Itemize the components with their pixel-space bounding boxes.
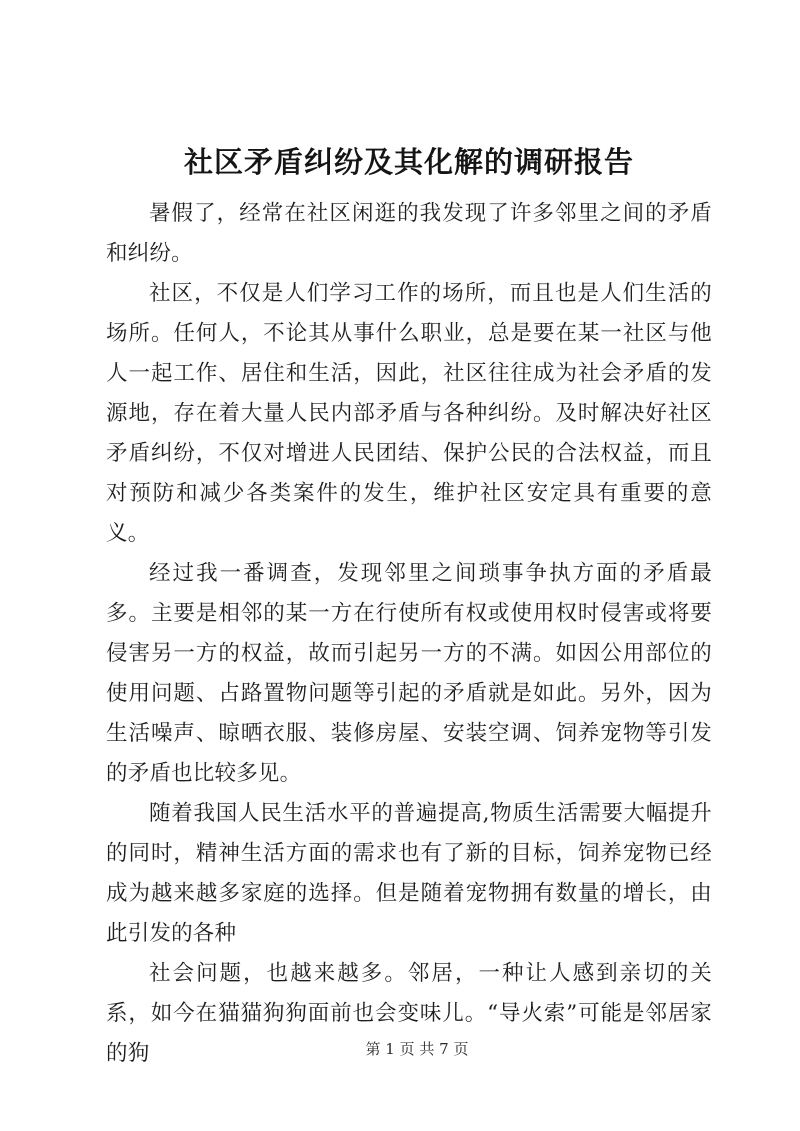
document-title: 社区矛盾纠纷及其化解的调研报告	[183, 145, 634, 179]
page-footer	[0, 1038, 800, 1060]
document-content	[106, 146, 712, 1074]
paragraph-3: 经过我一番调查，发现邻里之间琐事争执方面的矛盾最多。主要是相邻的某一方在行使所有权或使用权时侵害或将要侵害另一方的权益，故而引起另一方的不满。如因公用部位的使用问题、占路置物问题等引起的矛盾就是如此。另外，因为生活噪声、晾晒衣服、装修房屋、安装空调、饲养宠物等引发的矛盾也比较多见。	[106, 561, 712, 786]
page-indicator: 第 1 页 共 7 页	[365, 1040, 469, 1058]
paragraph-4: 随着我国人民生活水平的普遍提高,物质生活需要大幅提升的同时，精神生活方面的需求也有了新的目标，饲养宠物已经成为越来越多家庭的选择。但是随着宠物拥有数量的增长，由此引发的各种	[106, 801, 712, 946]
paragraph-5: 社会问题，也越来越多。邻居，一种让人感到亲切的关系，如今在猫猫狗狗面前也会变味儿。“导火索”可能是邻居家的狗	[106, 961, 712, 1066]
paragraph-1: 暑假了，经常在社区闲逛的我发现了许多邻里之间的矛盾和纠纷。	[106, 201, 712, 266]
paragraph-2: 社区，不仅是人们学习工作的场所，而且也是人们生活的场所。任何人，不论其从事什么职业，总是要在某一社区与他人一起工作、居住和生活，因此，社区往往成为社会矛盾的发源地，存在着大量人民内部矛盾与各种纠纷。及时解决好社区矛盾纠纷，不仅对增进人民团结、保护公民的合法权益，而且对预防和减少各类案件的发生，维护社区安定具有重要的意义。	[106, 281, 712, 546]
